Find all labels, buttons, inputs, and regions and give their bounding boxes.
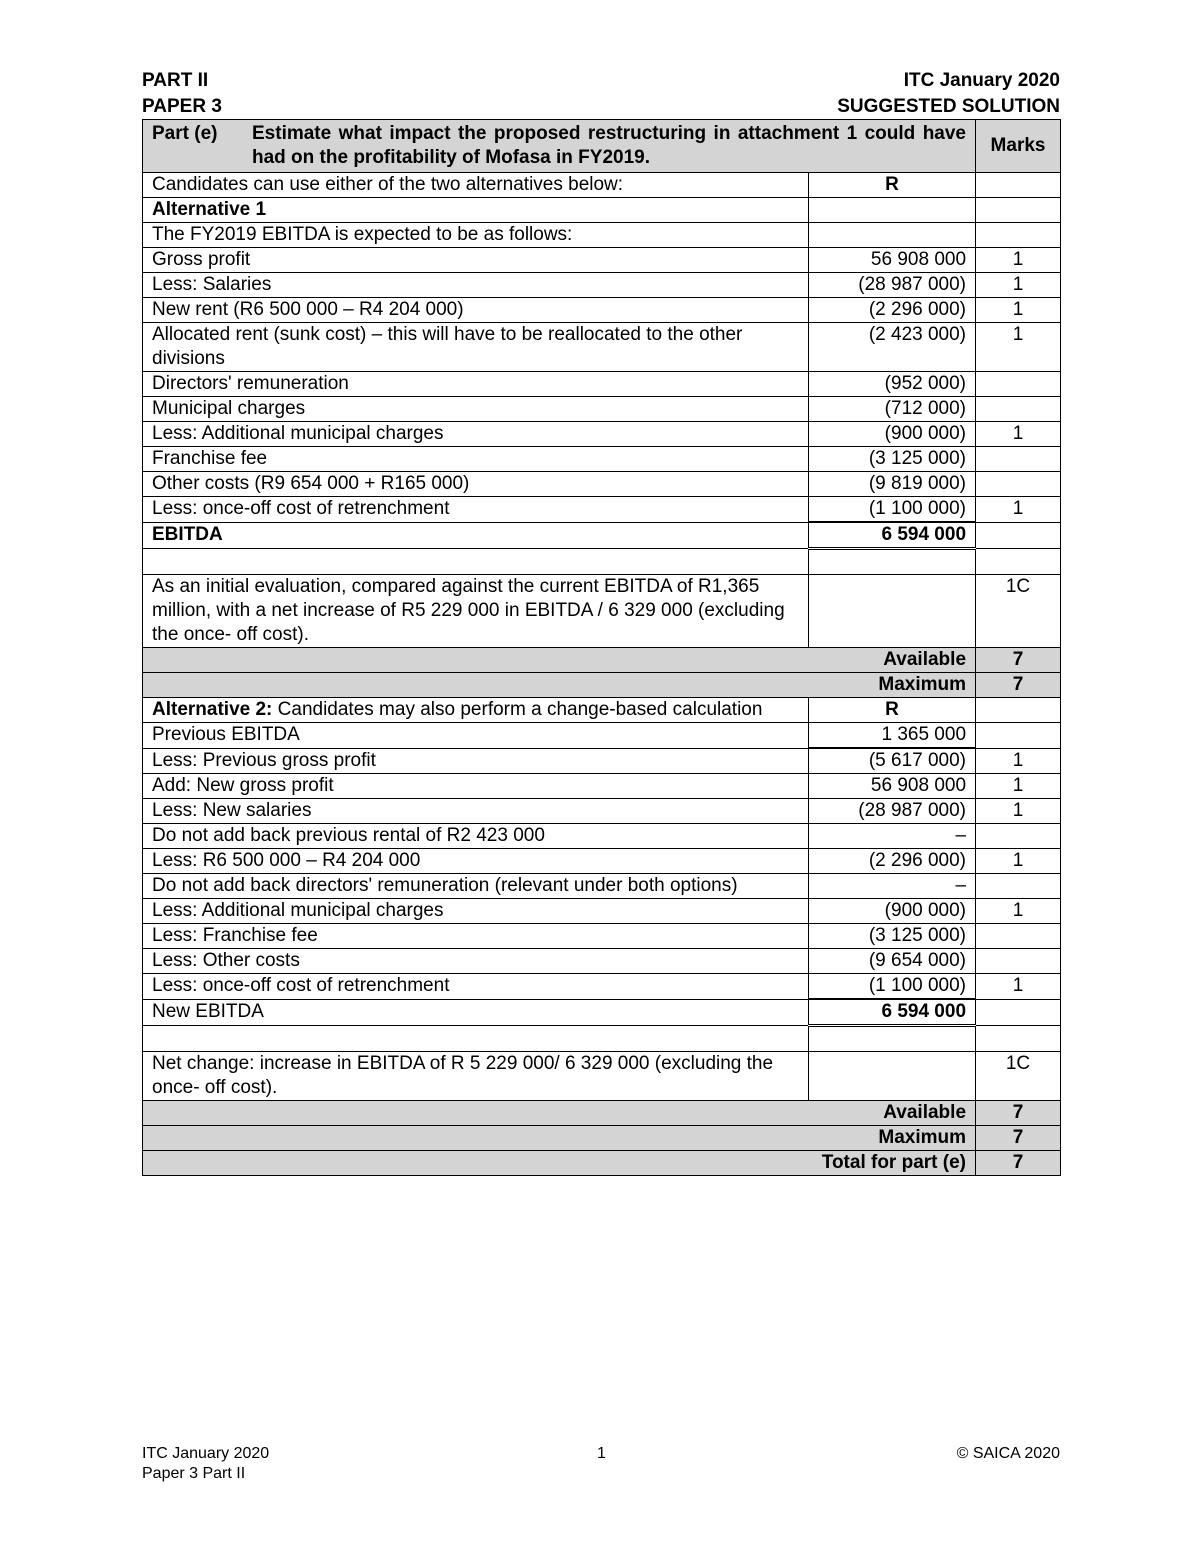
alt2-line-mark: 1	[976, 748, 1061, 774]
alt1-line-mark	[976, 397, 1061, 422]
alt1-line-label: Less: Additional municipal charges	[143, 422, 809, 447]
alt2-line-label: Less: Additional municipal charges	[143, 899, 809, 924]
alt2-maximum-row	[143, 1126, 1061, 1151]
alt2-line-amount: –	[809, 824, 976, 849]
alt1-line-mark: 1	[976, 273, 1061, 298]
alt2-line-label: Less: R6 500 000 – R4 204 000	[143, 849, 809, 874]
alt1-heading-row	[143, 198, 1061, 223]
alt2-total-amount: 6 594 000	[809, 999, 976, 1026]
alt2-line-item	[143, 974, 1061, 1000]
alt2-maximum-label: Maximum	[143, 1126, 976, 1151]
alt2-line-label: Less: New salaries	[143, 799, 809, 824]
alt2-heading-row	[143, 698, 1061, 723]
alt2-available-label: Available	[143, 1101, 976, 1126]
alt1-line-item	[143, 323, 1061, 372]
alt1-line-mark	[976, 472, 1061, 497]
total-part-value: 7	[976, 1151, 1061, 1176]
alt2-heading	[143, 698, 809, 723]
alt1-line-label: Other costs (R9 654 000 + R165 000)	[143, 472, 809, 497]
alt1-line-item	[143, 472, 1061, 497]
alt2-line-amount: (1 100 000)	[809, 974, 976, 1000]
alt1-line-amount: (2 423 000)	[809, 323, 976, 372]
alt1-line-item	[143, 397, 1061, 422]
alt1-maximum-label: Maximum	[143, 673, 976, 698]
alt1-line-amount: 56 908 000	[809, 248, 976, 273]
alt1-line-amount: (1 100 000)	[809, 497, 976, 523]
alt1-line-label: Less: once-off cost of retrenchment	[143, 497, 809, 523]
alt2-line-label: Less: Franchise fee	[143, 924, 809, 949]
alt2-line-amount: (28 987 000)	[809, 799, 976, 824]
alt1-line-item	[143, 447, 1061, 472]
header-part: PART II	[142, 70, 209, 91]
alt1-line-item	[143, 248, 1061, 273]
alt2-line-amount: –	[809, 874, 976, 899]
alt1-available-value: 7	[976, 648, 1061, 673]
alt2-line-item	[143, 899, 1061, 924]
alt2-heading-bold: Alternative 2:	[152, 699, 273, 720]
alt2-conclusion-row	[143, 1052, 1061, 1101]
alt2-line-mark	[976, 824, 1061, 849]
alt2-line-amount: 1 365 000	[809, 723, 976, 749]
rand-column-header: R	[809, 173, 976, 198]
footer-exam: ITC January 2020	[142, 1445, 270, 1462]
alt2-line-mark: 1	[976, 849, 1061, 874]
alt1-line-amount: (900 000)	[809, 422, 976, 447]
solution-table	[142, 119, 1061, 1176]
alt1-total-label: EBITDA	[143, 522, 809, 549]
alt1-line-mark: 1	[976, 248, 1061, 273]
alt1-line-mark: 1	[976, 298, 1061, 323]
alt2-spacer-row	[143, 1026, 1061, 1052]
alt2-line-mark	[976, 924, 1061, 949]
alt2-line-label: Do not add back previous rental of R2 423 000	[143, 824, 809, 849]
alt1-conclusion: As an initial evaluation, compared against the current EBITDA of R1,365 million, with a net increase of R5 229 000 in EBITDA / 6 329 000 (excluding the once- off cost).	[143, 575, 809, 648]
alt2-line-item	[143, 949, 1061, 974]
total-part-label: Total for part (e)	[143, 1151, 976, 1176]
alt1-maximum-value: 7	[976, 673, 1061, 698]
alt2-line-mark	[976, 723, 1061, 749]
alt1-line-label: Gross profit	[143, 248, 809, 273]
alt2-line-label: Less: Previous gross profit	[143, 748, 809, 774]
alt1-total-amount: 6 594 000	[809, 522, 976, 549]
alt1-total-row	[143, 522, 1061, 549]
alt1-line-label: Directors' remuneration	[143, 372, 809, 397]
alt1-spacer-row	[143, 549, 1061, 575]
alt2-line-mark: 1	[976, 774, 1061, 799]
alt1-line-amount: (9 819 000)	[809, 472, 976, 497]
alt2-available-row	[143, 1101, 1061, 1126]
alt2-total-row	[143, 999, 1061, 1026]
alt2-rand-column-header: R	[809, 698, 976, 723]
alt1-line-label: Less: Salaries	[143, 273, 809, 298]
question-title-row	[143, 120, 1061, 173]
alt1-line-mark	[976, 372, 1061, 397]
alt2-line-amount: (9 654 000)	[809, 949, 976, 974]
alt1-heading: Alternative 1	[143, 198, 809, 223]
alt2-line-item	[143, 748, 1061, 774]
header-solution: SUGGESTED SOLUTION	[837, 96, 1060, 117]
alt1-lead: The FY2019 EBITDA is expected to be as follows:	[143, 223, 809, 248]
alt1-line-amount: (28 987 000)	[809, 273, 976, 298]
alt2-total-label: New EBITDA	[143, 999, 809, 1026]
alt2-conclusion: Net change: increase in EBITDA of R 5 229 000/ 6 329 000 (excluding the once- off cost).	[143, 1052, 809, 1101]
alt1-line-amount: (712 000)	[809, 397, 976, 422]
alt2-line-amount: (3 125 000)	[809, 924, 976, 949]
alt2-line-item	[143, 799, 1061, 824]
alt2-available-value: 7	[976, 1101, 1061, 1126]
alt1-available-row	[143, 648, 1061, 673]
alt2-maximum-value: 7	[976, 1126, 1061, 1151]
alt2-line-amount: (5 617 000)	[809, 748, 976, 774]
alt2-line-amount: 56 908 000	[809, 774, 976, 799]
intro-row	[143, 173, 1061, 198]
footer-copyright: © SAICA 2020	[956, 1445, 1060, 1462]
alt1-line-item	[143, 422, 1061, 447]
header-exam: ITC January 2020	[903, 70, 1060, 91]
alt1-line-mark: 1	[976, 323, 1061, 372]
header-paper: PAPER 3	[142, 96, 222, 117]
page-header	[142, 68, 1060, 120]
alt1-line-mark	[976, 447, 1061, 472]
alt2-line-mark: 1	[976, 974, 1061, 1000]
alt1-available-label: Available	[143, 648, 976, 673]
alt2-line-item	[143, 774, 1061, 799]
footer-page-number: 1	[597, 1445, 606, 1462]
alt1-line-label: Municipal charges	[143, 397, 809, 422]
alt1-line-amount: (2 296 000)	[809, 298, 976, 323]
question-text: Estimate what impact the proposed restructuring in attachment 1 could have had on the profitability of Mofasa in FY2019.	[252, 123, 967, 168]
alt2-line-label: Previous EBITDA	[143, 723, 809, 749]
alt2-line-item	[143, 874, 1061, 899]
alt1-line-label: Allocated rent (sunk cost) – this will have to be reallocated to the other divisions	[143, 323, 809, 372]
alt1-line-mark: 1	[976, 422, 1061, 447]
page-footer	[142, 1444, 1060, 1484]
alt2-line-mark: 1	[976, 899, 1061, 924]
alt2-line-item	[143, 824, 1061, 849]
alt1-maximum-row	[143, 673, 1061, 698]
alt2-heading-rest: Candidates may also perform a change-based calculation	[272, 699, 763, 720]
alt2-line-amount: (2 296 000)	[809, 849, 976, 874]
alt1-line-item	[143, 298, 1061, 323]
alt1-line-label: New rent (R6 500 000 – R4 204 000)	[143, 298, 809, 323]
alt1-line-label: Franchise fee	[143, 447, 809, 472]
alt1-line-mark: 1	[976, 497, 1061, 523]
alt2-line-amount: (900 000)	[809, 899, 976, 924]
marks-header: Marks	[976, 120, 1061, 173]
alt2-line-mark	[976, 949, 1061, 974]
total-part-row	[143, 1151, 1061, 1176]
alt1-line-amount: (3 125 000)	[809, 447, 976, 472]
footer-paper: Paper 3 Part II	[142, 1465, 246, 1482]
alt2-line-label: Add: New gross profit	[143, 774, 809, 799]
alt2-line-label: Less: Other costs	[143, 949, 809, 974]
alt1-conclusion-row	[143, 575, 1061, 648]
alt1-line-item	[143, 273, 1061, 298]
alt1-line-item	[143, 372, 1061, 397]
alt2-line-item	[143, 849, 1061, 874]
alt1-line-item	[143, 497, 1061, 523]
alt2-conclusion-mark: 1C	[976, 1052, 1061, 1101]
alt2-line-mark	[976, 874, 1061, 899]
question-part: Part (e)	[152, 123, 218, 144]
alt2-line-item	[143, 924, 1061, 949]
alt2-line-label: Less: once-off cost of retrenchment	[143, 974, 809, 1000]
alt2-line-mark: 1	[976, 799, 1061, 824]
alt1-conclusion-mark: 1C	[976, 575, 1061, 648]
alt2-line-item	[143, 723, 1061, 749]
alt1-lead-row	[143, 223, 1061, 248]
intro-text: Candidates can use either of the two alternatives below:	[143, 173, 809, 198]
alt2-line-label: Do not add back directors' remuneration (relevant under both options)	[143, 874, 809, 899]
alt1-line-amount: (952 000)	[809, 372, 976, 397]
